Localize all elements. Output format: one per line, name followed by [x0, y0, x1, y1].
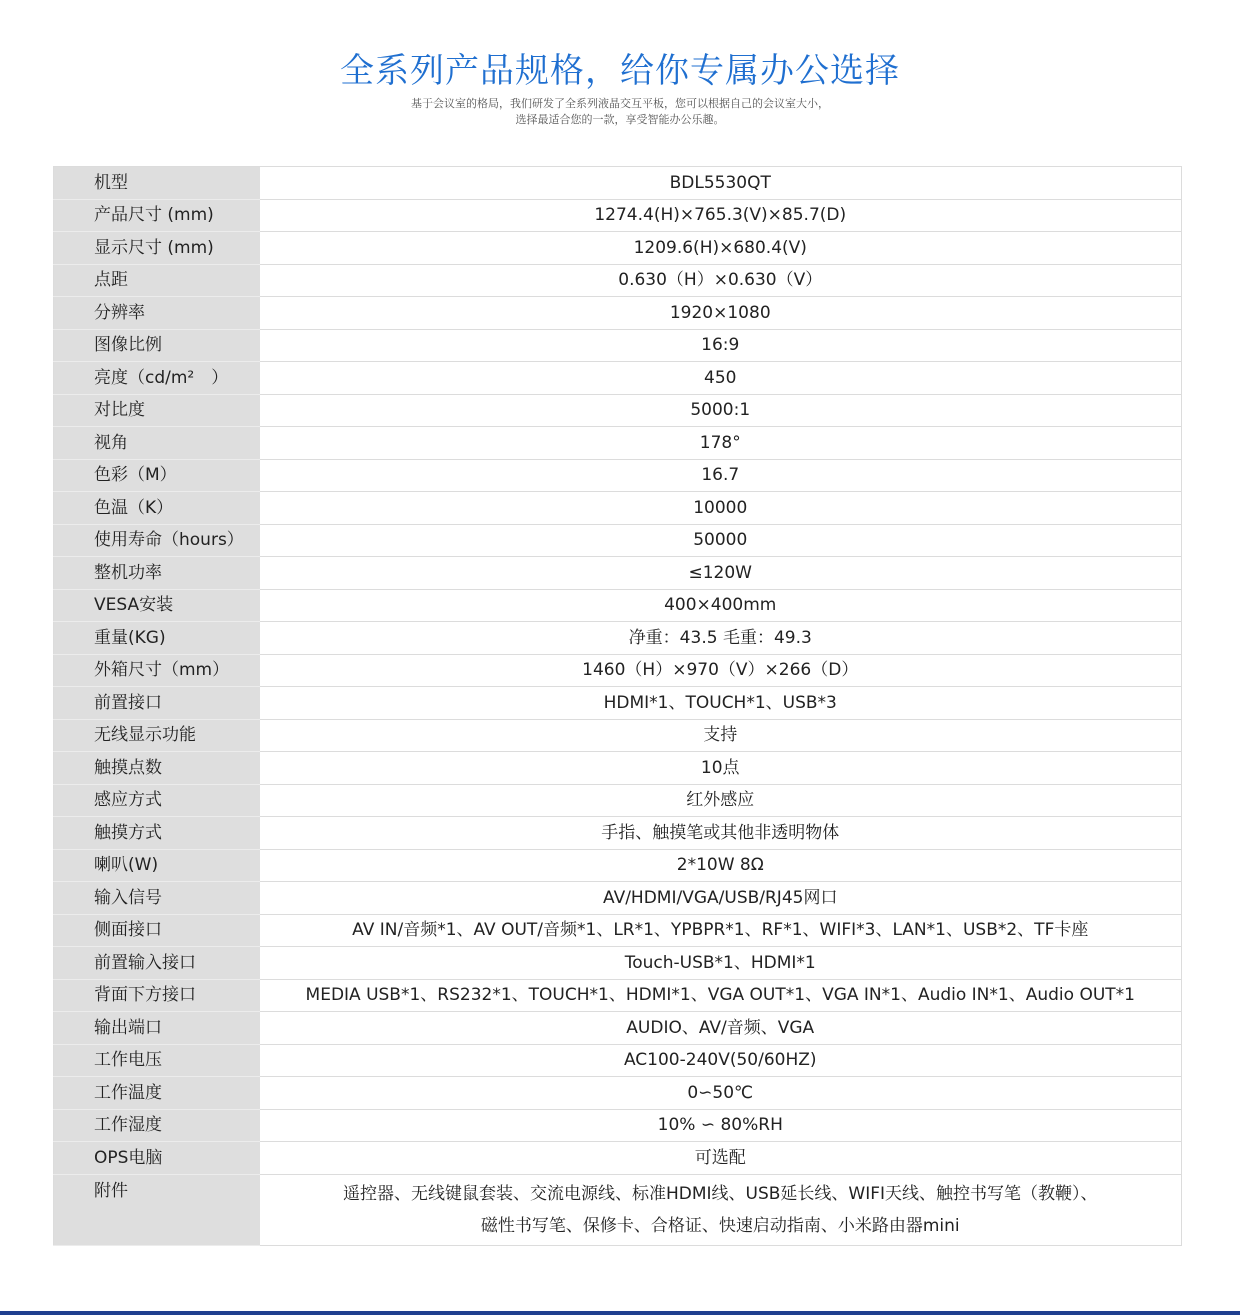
spec-value: 红外感应	[260, 784, 1182, 817]
spec-label: 外箱尺寸（mm）	[54, 654, 260, 687]
spec-value: ≤120W	[260, 557, 1182, 590]
spec-row	[54, 719, 1182, 752]
spec-value: 450	[260, 362, 1182, 395]
spec-row	[54, 492, 1182, 525]
spec-row	[54, 817, 1182, 850]
spec-label: 前置输入接口	[54, 947, 260, 980]
spec-label: 触摸方式	[54, 817, 260, 850]
spec-value: BDL5530QT	[260, 167, 1182, 200]
spec-row	[54, 654, 1182, 687]
spec-value: 1274.4(H)×765.3(V)×85.7(D)	[260, 199, 1182, 232]
spec-row	[54, 979, 1182, 1012]
spec-row	[54, 589, 1182, 622]
spec-label: 分辨率	[54, 297, 260, 330]
spec-label: 前置接口	[54, 687, 260, 720]
spec-value: 10点	[260, 752, 1182, 785]
spec-label: OPS电脑	[54, 1142, 260, 1175]
spec-value: AV IN/音频*1、AV OUT/音频*1、LR*1、YPBPR*1、RF*1、WIFI*3、LAN*1、USB*2、TF卡座	[260, 914, 1182, 947]
spec-value: 1460（H）×970（V）×266（D）	[260, 654, 1182, 687]
spec-row	[54, 752, 1182, 785]
spec-value: 10000	[260, 492, 1182, 525]
page-subtitle	[0, 96, 1240, 128]
spec-row	[54, 557, 1182, 590]
spec-row	[54, 882, 1182, 915]
spec-value: Touch-USB*1、HDMI*1	[260, 947, 1182, 980]
spec-row	[54, 427, 1182, 460]
bottom-divider	[0, 1311, 1240, 1315]
spec-value: HDMI*1、TOUCH*1、USB*3	[260, 687, 1182, 720]
spec-value: 178°	[260, 427, 1182, 460]
spec-label: 视角	[54, 427, 260, 460]
spec-row	[54, 1077, 1182, 1110]
spec-row	[54, 459, 1182, 492]
spec-value: 可选配	[260, 1142, 1182, 1175]
spec-row	[54, 784, 1182, 817]
spec-label: 机型	[54, 167, 260, 200]
spec-label: 使用寿命（hours）	[54, 524, 260, 557]
spec-value: 16.7	[260, 459, 1182, 492]
spec-row	[54, 1044, 1182, 1077]
spec-value: AUDIO、AV/音频、VGA	[260, 1012, 1182, 1045]
spec-label: 背面下方接口	[54, 979, 260, 1012]
spec-row	[54, 167, 1182, 200]
spec-label: 输入信号	[54, 882, 260, 915]
spec-label: 对比度	[54, 394, 260, 427]
spec-value: 1209.6(H)×680.4(V)	[260, 232, 1182, 265]
spec-label: 显示尺寸 (mm)	[54, 232, 260, 265]
spec-label: 工作湿度	[54, 1109, 260, 1142]
spec-label: 点距	[54, 264, 260, 297]
spec-row	[54, 622, 1182, 655]
spec-value: 50000	[260, 524, 1182, 557]
spec-label: 产品尺寸 (mm)	[54, 199, 260, 232]
spec-row	[54, 849, 1182, 882]
spec-value: 5000:1	[260, 394, 1182, 427]
spec-label: 色温（K）	[54, 492, 260, 525]
spec-value	[260, 1174, 1182, 1245]
spec-row	[54, 687, 1182, 720]
spec-row	[54, 1109, 1182, 1142]
spec-label: 工作电压	[54, 1044, 260, 1077]
spec-row	[54, 524, 1182, 557]
spec-label: 附件	[54, 1174, 260, 1245]
spec-value: 10% ∽ 80%RH	[260, 1109, 1182, 1142]
accessories-line-1: 遥控器、无线键鼠套装、交流电源线、标准HDMI线、USB延长线、WIFI天线、触控书写笔（教鞭）、	[342, 1183, 1098, 1204]
subtitle-line-1: 基于会议室的格局，我们研发了全系列液晶交互平板，您可以根据自己的会议室大小，	[411, 97, 829, 110]
spec-value: 1920×1080	[260, 297, 1182, 330]
spec-row	[54, 394, 1182, 427]
page-title: 全系列产品规格，给你专属办公选择	[340, 51, 900, 91]
spec-row	[54, 264, 1182, 297]
spec-label: 工作温度	[54, 1077, 260, 1110]
spec-value: 支持	[260, 719, 1182, 752]
spec-row	[54, 947, 1182, 980]
spec-value: 16:9	[260, 329, 1182, 362]
spec-value: 0.630（H）×0.630（V）	[260, 264, 1182, 297]
spec-value: MEDIA USB*1、RS232*1、TOUCH*1、HDMI*1、VGA OUT*1、VGA IN*1、Audio IN*1、Audio OUT*1	[260, 979, 1182, 1012]
spec-label: 亮度（cd/m² ）	[54, 362, 260, 395]
spec-value: 净重：43.5 毛重：49.3	[260, 622, 1182, 655]
spec-value: 0∽50℃	[260, 1077, 1182, 1110]
spec-value: AV/HDMI/VGA/USB/RJ45网口	[260, 882, 1182, 915]
spec-label: 感应方式	[54, 784, 260, 817]
spec-row	[54, 914, 1182, 947]
spec-value: AC100-240V(50/60HZ)	[260, 1044, 1182, 1077]
spec-row	[54, 232, 1182, 265]
spec-row	[54, 297, 1182, 330]
spec-value: 2*10W 8Ω	[260, 849, 1182, 882]
spec-label: 整机功率	[54, 557, 260, 590]
spec-row	[54, 1012, 1182, 1045]
page-header	[0, 48, 1240, 128]
spec-label: 无线显示功能	[54, 719, 260, 752]
spec-row-accessories	[54, 1174, 1182, 1245]
spec-label: 喇叭(W)	[54, 849, 260, 882]
spec-row	[54, 362, 1182, 395]
spec-table-body	[54, 167, 1182, 1246]
spec-label: 色彩（M）	[54, 459, 260, 492]
spec-table	[53, 166, 1182, 1246]
spec-row	[54, 329, 1182, 362]
accessories-line-2: 磁性书写笔、保修卡、合格证、快速启动指南、小米路由器mini	[480, 1215, 960, 1236]
spec-label: 图像比例	[54, 329, 260, 362]
spec-label: 输出端口	[54, 1012, 260, 1045]
spec-label: 侧面接口	[54, 914, 260, 947]
spec-label: 触摸点数	[54, 752, 260, 785]
spec-label: 重量(KG)	[54, 622, 260, 655]
subtitle-line-2: 选择最适合您的一款，享受智能办公乐趣。	[515, 113, 725, 126]
spec-value: 400×400mm	[260, 589, 1182, 622]
spec-label: VESA安装	[54, 589, 260, 622]
spec-value: 手指、触摸笔或其他非透明物体	[260, 817, 1182, 850]
spec-row	[54, 199, 1182, 232]
spec-row	[54, 1142, 1182, 1175]
